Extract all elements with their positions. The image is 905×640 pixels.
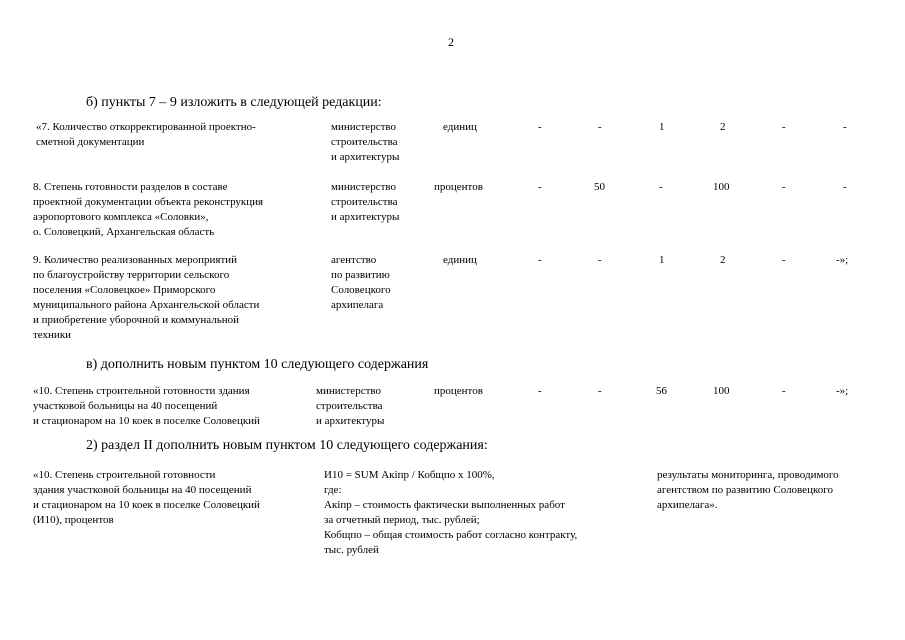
row-value: 50 (594, 181, 605, 193)
row-value: - (538, 121, 542, 133)
row-name-line: сметной документации (36, 136, 145, 148)
row-value: - (843, 121, 847, 133)
row-resp-line: строительства (316, 400, 383, 412)
row-resp-line: министерство (331, 121, 397, 133)
row-name-line: поселения «Соловецкое» Приморского (33, 284, 216, 296)
section-v-heading: в) дополнить новым пунктом 10 следующего содержания (86, 357, 429, 372)
row-name-line: и приобретение уборочной и коммунальной (33, 314, 239, 326)
row-value: -»; (836, 254, 849, 266)
row-name-line: «7. Количество откорректированной проектно- (36, 121, 256, 133)
row-name-line: по благоустройству территории сельского (33, 269, 230, 281)
indicator-name (33, 468, 260, 528)
row-resp-line: агентство (331, 254, 377, 266)
formula-line: Кобщпо – общая стоимость работ согласно контракту, (324, 529, 578, 541)
row-name-line: техники (33, 329, 72, 341)
row-responsible (331, 120, 399, 165)
row-value: 56 (656, 385, 667, 397)
row-unit: единиц (443, 121, 477, 133)
row-name (33, 384, 260, 429)
indicator-name-line: «10. Степень строительной готовности (33, 469, 216, 481)
row-name-line: 9. Количество реализованных мероприятий (33, 254, 238, 266)
row-resp-line: Соловецкого (331, 284, 391, 296)
row-value: 100 (713, 181, 730, 193)
row-value: 100 (713, 385, 730, 397)
row-name-line: аэропортового комплекса «Соловки», (33, 211, 209, 223)
row-value: -»; (836, 385, 849, 397)
row-name-line: о. Соловецкий, Архангельская область (33, 226, 215, 238)
source-line: агентством по развитию Соловецкого (657, 484, 833, 496)
section-2-heading: 2) раздел II дополнить новым пунктом 10 следующего содержания: (86, 438, 488, 453)
indicator-name-line: (И10), процентов (33, 514, 114, 526)
page-number: 2 (448, 35, 454, 49)
formula-line: И10 = SUM Акіпр / Кобщпо х 100%, (324, 469, 495, 481)
row-value: - (782, 181, 786, 193)
row-unit: процентов (434, 181, 483, 193)
row-resp-line: министерство (316, 385, 382, 397)
row-value: - (538, 385, 542, 397)
formula-line: тыс. рублей (324, 544, 379, 556)
row-value: 2 (720, 254, 726, 266)
indicator-source (657, 468, 839, 513)
indicator-formula (324, 468, 577, 558)
row-resp-line: строительства (331, 136, 398, 148)
indicator-name-line: и стационаром на 10 коек в поселке Соловецкий (33, 499, 260, 511)
row-name (33, 180, 263, 240)
row-value: - (782, 254, 786, 266)
row-unit: процентов (434, 385, 483, 397)
row-value: 1 (659, 121, 665, 133)
row-name-line: «10. Степень строительной готовности здания (33, 385, 250, 397)
row-value: 1 (659, 254, 665, 266)
section-b-heading: б) пункты 7 – 9 изложить в следующей редакции: (86, 95, 382, 110)
row-value: 2 (720, 121, 726, 133)
row-name (36, 120, 256, 150)
row-value: - (598, 121, 602, 133)
row-value: - (538, 254, 542, 266)
row-resp-line: по развитию (331, 269, 390, 281)
row-name-line: и стационаром на 10 коек в поселке Соловецкий (33, 415, 260, 427)
row-value: - (843, 181, 847, 193)
formula-line: Акіпр – стоимость фактически выполненных работ (324, 499, 565, 511)
row-name-line: проектной документации объекта реконструкция (33, 196, 264, 208)
row-resp-line: и архитектуры (316, 415, 385, 427)
row-responsible (316, 384, 384, 429)
row-value: - (782, 385, 786, 397)
row-name-line: 8. Степень готовности разделов в составе (33, 181, 228, 193)
row-name-line: участковой больницы на 40 посещений (33, 400, 218, 412)
row-name (33, 253, 259, 343)
row-resp-line: архипелага (331, 299, 384, 311)
row-name-line: муниципального района Архангельской области (33, 299, 260, 311)
row-responsible (331, 253, 391, 313)
row-value: - (659, 181, 663, 193)
row-value: - (538, 181, 542, 193)
row-unit: единиц (443, 254, 477, 266)
indicator-name-line: здания участковой больницы на 40 посещений (33, 484, 252, 496)
source-line: архипелага». (657, 499, 718, 511)
row-value: - (598, 385, 602, 397)
row-resp-line: и архитектуры (331, 151, 400, 163)
source-line: результаты мониторинга, проводимого (657, 469, 839, 481)
row-resp-line: и архитектуры (331, 211, 400, 223)
formula-line: где: (324, 484, 342, 496)
formula-line: за отчетный период, тыс. рублей; (324, 514, 480, 526)
row-resp-line: министерство (331, 181, 397, 193)
row-value: - (782, 121, 786, 133)
row-value: - (598, 254, 602, 266)
row-resp-line: строительства (331, 196, 398, 208)
row-responsible (331, 180, 399, 225)
